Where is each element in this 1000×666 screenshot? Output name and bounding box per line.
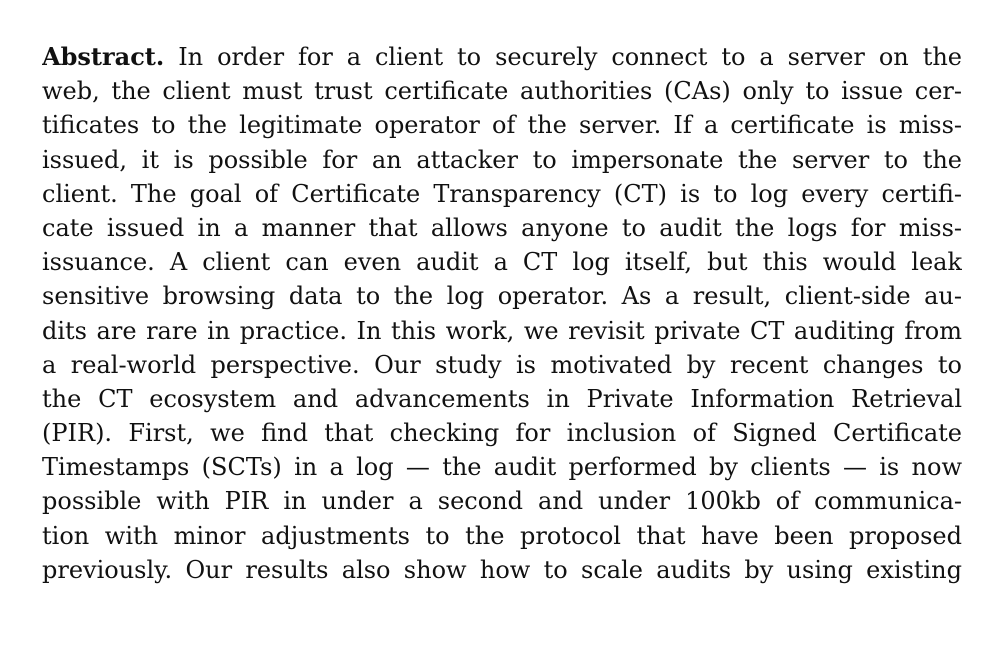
abstract-line: tion with minor adjustments to the protocol that have been proposed — [42, 521, 962, 550]
abstract-line: sensitive browsing data to the log operator. As a result, client-side au- — [42, 282, 962, 311]
abstract-paragraph — [42, 40, 962, 587]
abstract-line: cate issued in a manner that allows anyone to audit the logs for miss- — [42, 213, 962, 242]
abstract-line: a real-world perspective. Our study is motivated by recent changes to — [42, 350, 962, 379]
abstract-line — [42, 40, 962, 74]
abstract-line: issuance. A client can even audit a CT log itself, but this would leak — [42, 248, 962, 277]
abstract-line: dits are rare in practice. In this work, we revisit private CT auditing from — [42, 316, 962, 345]
abstract-line: client. The goal of Certificate Transparency (CT) is to log every certifi- — [42, 179, 962, 208]
abstract-label: Abstract. — [42, 42, 165, 71]
abstract-line: Timestamps (SCTs) in a log — the audit performed by clients — is now — [42, 453, 962, 482]
abstract-line: issued, it is possible for an attacker to impersonate the server to the — [42, 145, 962, 174]
abstract-line-text: In order for a client to securely connect to a server on the — [178, 43, 962, 71]
abstract-line: previously. Our results also show how to scale audits by using existing — [42, 555, 962, 584]
abstract-line: tificates to the legitimate operator of the server. If a certificate is miss- — [42, 111, 962, 140]
abstract-line: (PIR). First, we find that checking for inclusion of Signed Certificate — [42, 419, 962, 448]
abstract-line: possible with PIR in under a second and under 100kb of communica- — [42, 487, 962, 516]
abstract-line: web, the client must trust certificate authorities (CAs) only to issue cer- — [42, 77, 962, 106]
abstract-line: the CT ecosystem and advancements in Private Information Retrieval — [42, 384, 962, 413]
